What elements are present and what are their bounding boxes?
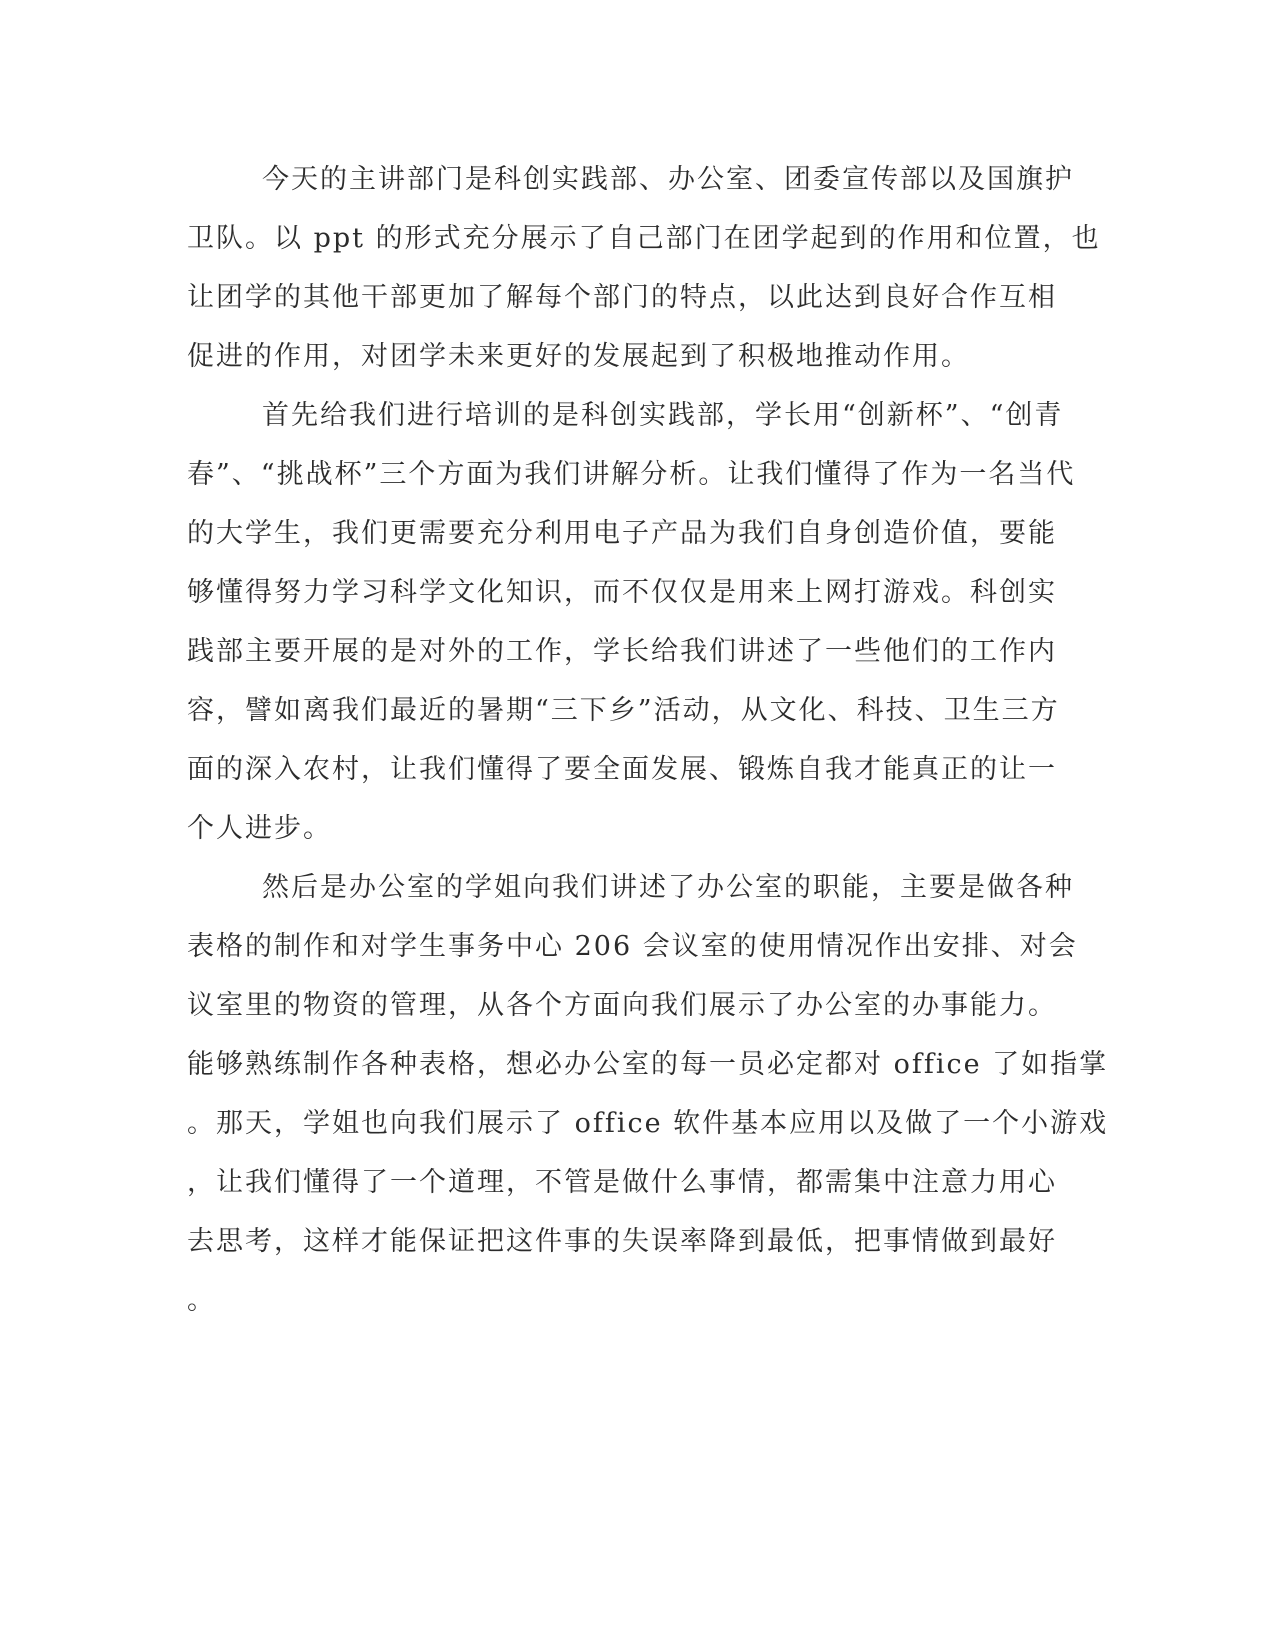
paragraph-2-line-2: 春”、“挑战杯”三个方面为我们讲解分析。让我们懂得了作为一名当代 [187,459,1076,490]
paragraph-1-line-1: 今天的主讲部门是科创实践部、办公室、团委宣传部以及国旗护 [262,164,1074,195]
paragraph-1-line-3: 让团学的其他干部更加了解每个部门的特点，以此达到良好合作互相 [187,282,1057,313]
paragraph-2-line-6: 容，譬如离我们最近的暑期“三下乡”活动，从文化、科技、卫生三方 [187,695,1060,726]
paragraph-2-line-5: 践部主要开展的是对外的工作，学长给我们讲述了一些他们的工作内 [187,636,1057,667]
paragraph-2-line-4: 够懂得努力学习科学文化知识，而不仅仅是用来上网打游戏。科创实 [187,577,1057,608]
paragraph-2-line-1: 首先给我们进行培训的是科创实践部，学长用“创新杯”、“创青 [262,400,1064,431]
paragraph-3-line-7: 去思考，这样才能保证把这件事的失误率降到最低，把事情做到最好 [187,1226,1057,1257]
paragraph-3-line-2: 表格的制作和对学生事务中心 206 会议室的使用情况作出安排、对会 [187,931,1078,962]
paragraph-3-line-1: 然后是办公室的学姐向我们讲述了办公室的职能，主要是做各种 [262,872,1074,903]
paragraph-3-line-3: 议室里的物资的管理，从各个方面向我们展示了办公室的办事能力。 [187,990,1057,1021]
paragraph-3-line-4: 能够熟练制作各种表格，想必办公室的每一员必定都对 office 了如指掌 [187,1049,1109,1080]
paragraph-2-line-3: 的大学生，我们更需要充分利用电子产品为我们自身创造价值，要能 [187,518,1057,549]
paragraph-3-line-5: 。那天，学姐也向我们展示了 office 软件基本应用以及做了一个小游戏 [187,1108,1109,1139]
paragraph-3-line-8: 。 [187,1285,216,1316]
paragraph-2-line-8: 个人进步。 [187,813,332,844]
paragraph-2-line-7: 面的深入农村，让我们懂得了要全面发展、锻炼自我才能真正的让一 [187,754,1057,785]
paragraph-3-line-6: ，让我们懂得了一个道理，不管是做什么事情，都需集中注意力用心 [187,1167,1057,1198]
paragraph-1-line-4: 促进的作用，对团学未来更好的发展起到了积极地推动作用。 [187,341,970,372]
paragraph-1-line-2: 卫队。以 ppt 的形式充分展示了自己部门在团学起到的作用和位置，也 [187,223,1101,254]
